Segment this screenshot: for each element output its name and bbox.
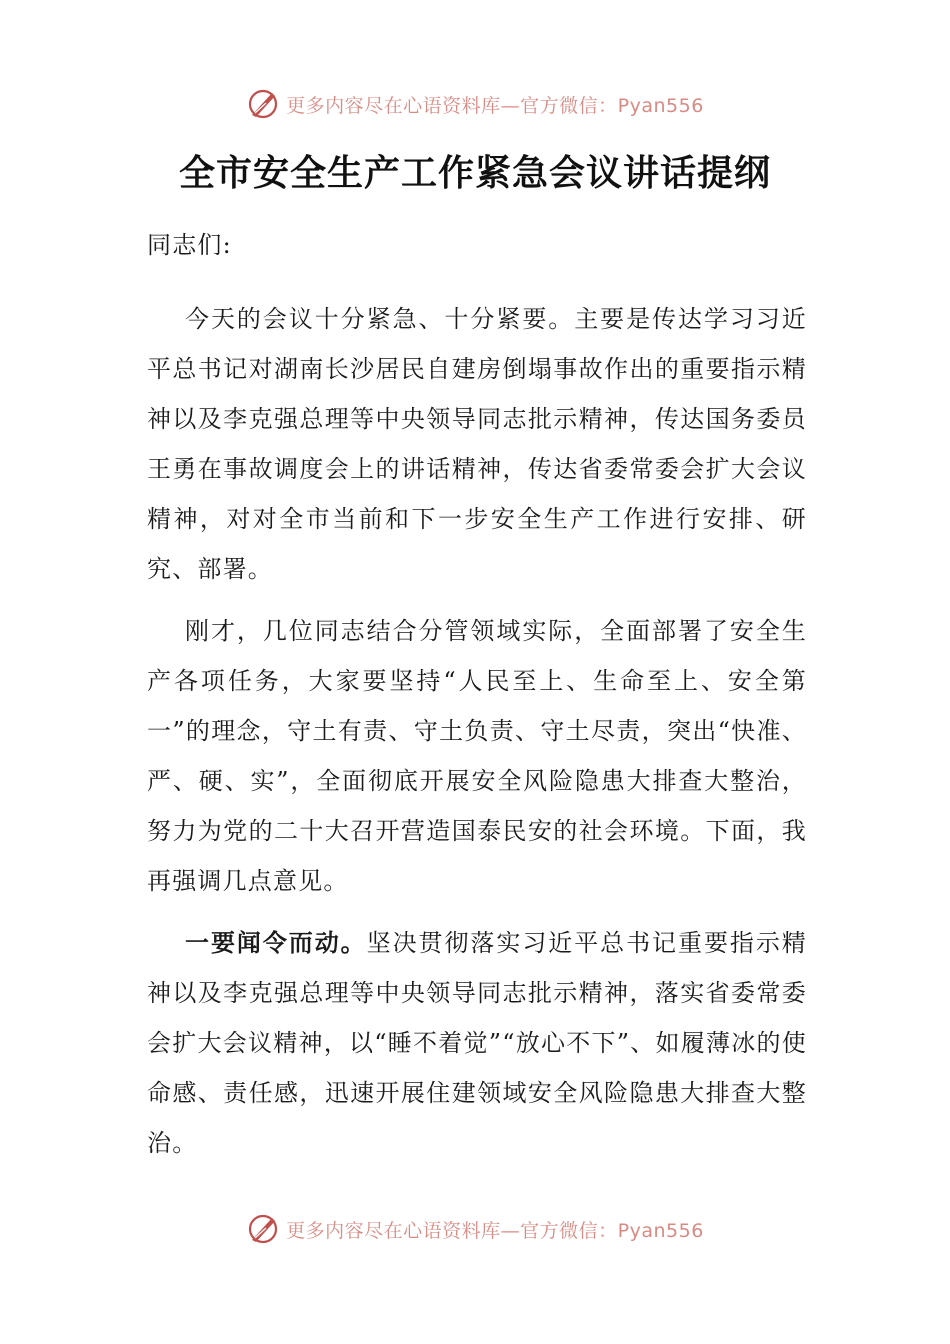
header-banner bbox=[0, 84, 950, 124]
banner-text bbox=[286, 91, 704, 118]
banner-library-text: 更多内容尽在心语资料库— bbox=[286, 94, 521, 117]
salutation: 同志们: bbox=[147, 231, 232, 259]
quill-pen-logo-icon bbox=[246, 1212, 280, 1246]
footer-banner bbox=[0, 1209, 950, 1249]
paragraph-text: 今天的会议十分紧急、十分紧要。主要是传达学习习近平总书记对湖南长沙居民自建房倒塌事故作出的重要指示精神以及李克强总理等中央领导同志批示精神，传达国务委员王勇在事故调度会上的讲话精神，传达省委常委会扩大会议精神，对对全市当前和下一步安全生产工作进行安排、研究、部署。 bbox=[147, 305, 807, 583]
banner-wechat-text: 官方微信：Pyan556 bbox=[520, 94, 704, 117]
banner-wechat-text: 官方微信：Pyan556 bbox=[520, 1219, 704, 1242]
quill-pen-logo-icon bbox=[246, 87, 280, 121]
paragraph-3 bbox=[147, 918, 807, 1168]
banner-text bbox=[286, 1216, 704, 1243]
paragraph-text: 坚决贯彻落实习近平总书记重要指示精神以及李克强总理等中央领导同志批示精神，落实省委常委会扩大会议精神，以“睡不着觉”“放心不下”、如履薄冰的使命感、责任感，迅速开展住建领域安全风险隐患大排查大整治。 bbox=[147, 929, 807, 1157]
document-body bbox=[147, 220, 807, 1180]
paragraph-text: 刚才，几位同志结合分管领域实际，全面部署了安全生产各项任务，大家要坚持“人民至上、生命至上、安全第一”的理念，守土有责、守土负责、守土尽责，突出“快准、严、硬、实”，全面彻底开展安全风险隐患大排查大整治，努力为党的二十大召开营造国泰民安的社会环境。下面，我再强调几点意见。 bbox=[147, 617, 807, 895]
paragraph-1 bbox=[147, 294, 807, 594]
page-title: 全市安全生产工作紧急会议讲话提纲 bbox=[178, 152, 771, 194]
paragraph-2 bbox=[147, 606, 807, 906]
paragraph-lead: 一要闻令而动。 bbox=[185, 929, 367, 957]
banner-library-text: 更多内容尽在心语资料库— bbox=[286, 1219, 521, 1242]
